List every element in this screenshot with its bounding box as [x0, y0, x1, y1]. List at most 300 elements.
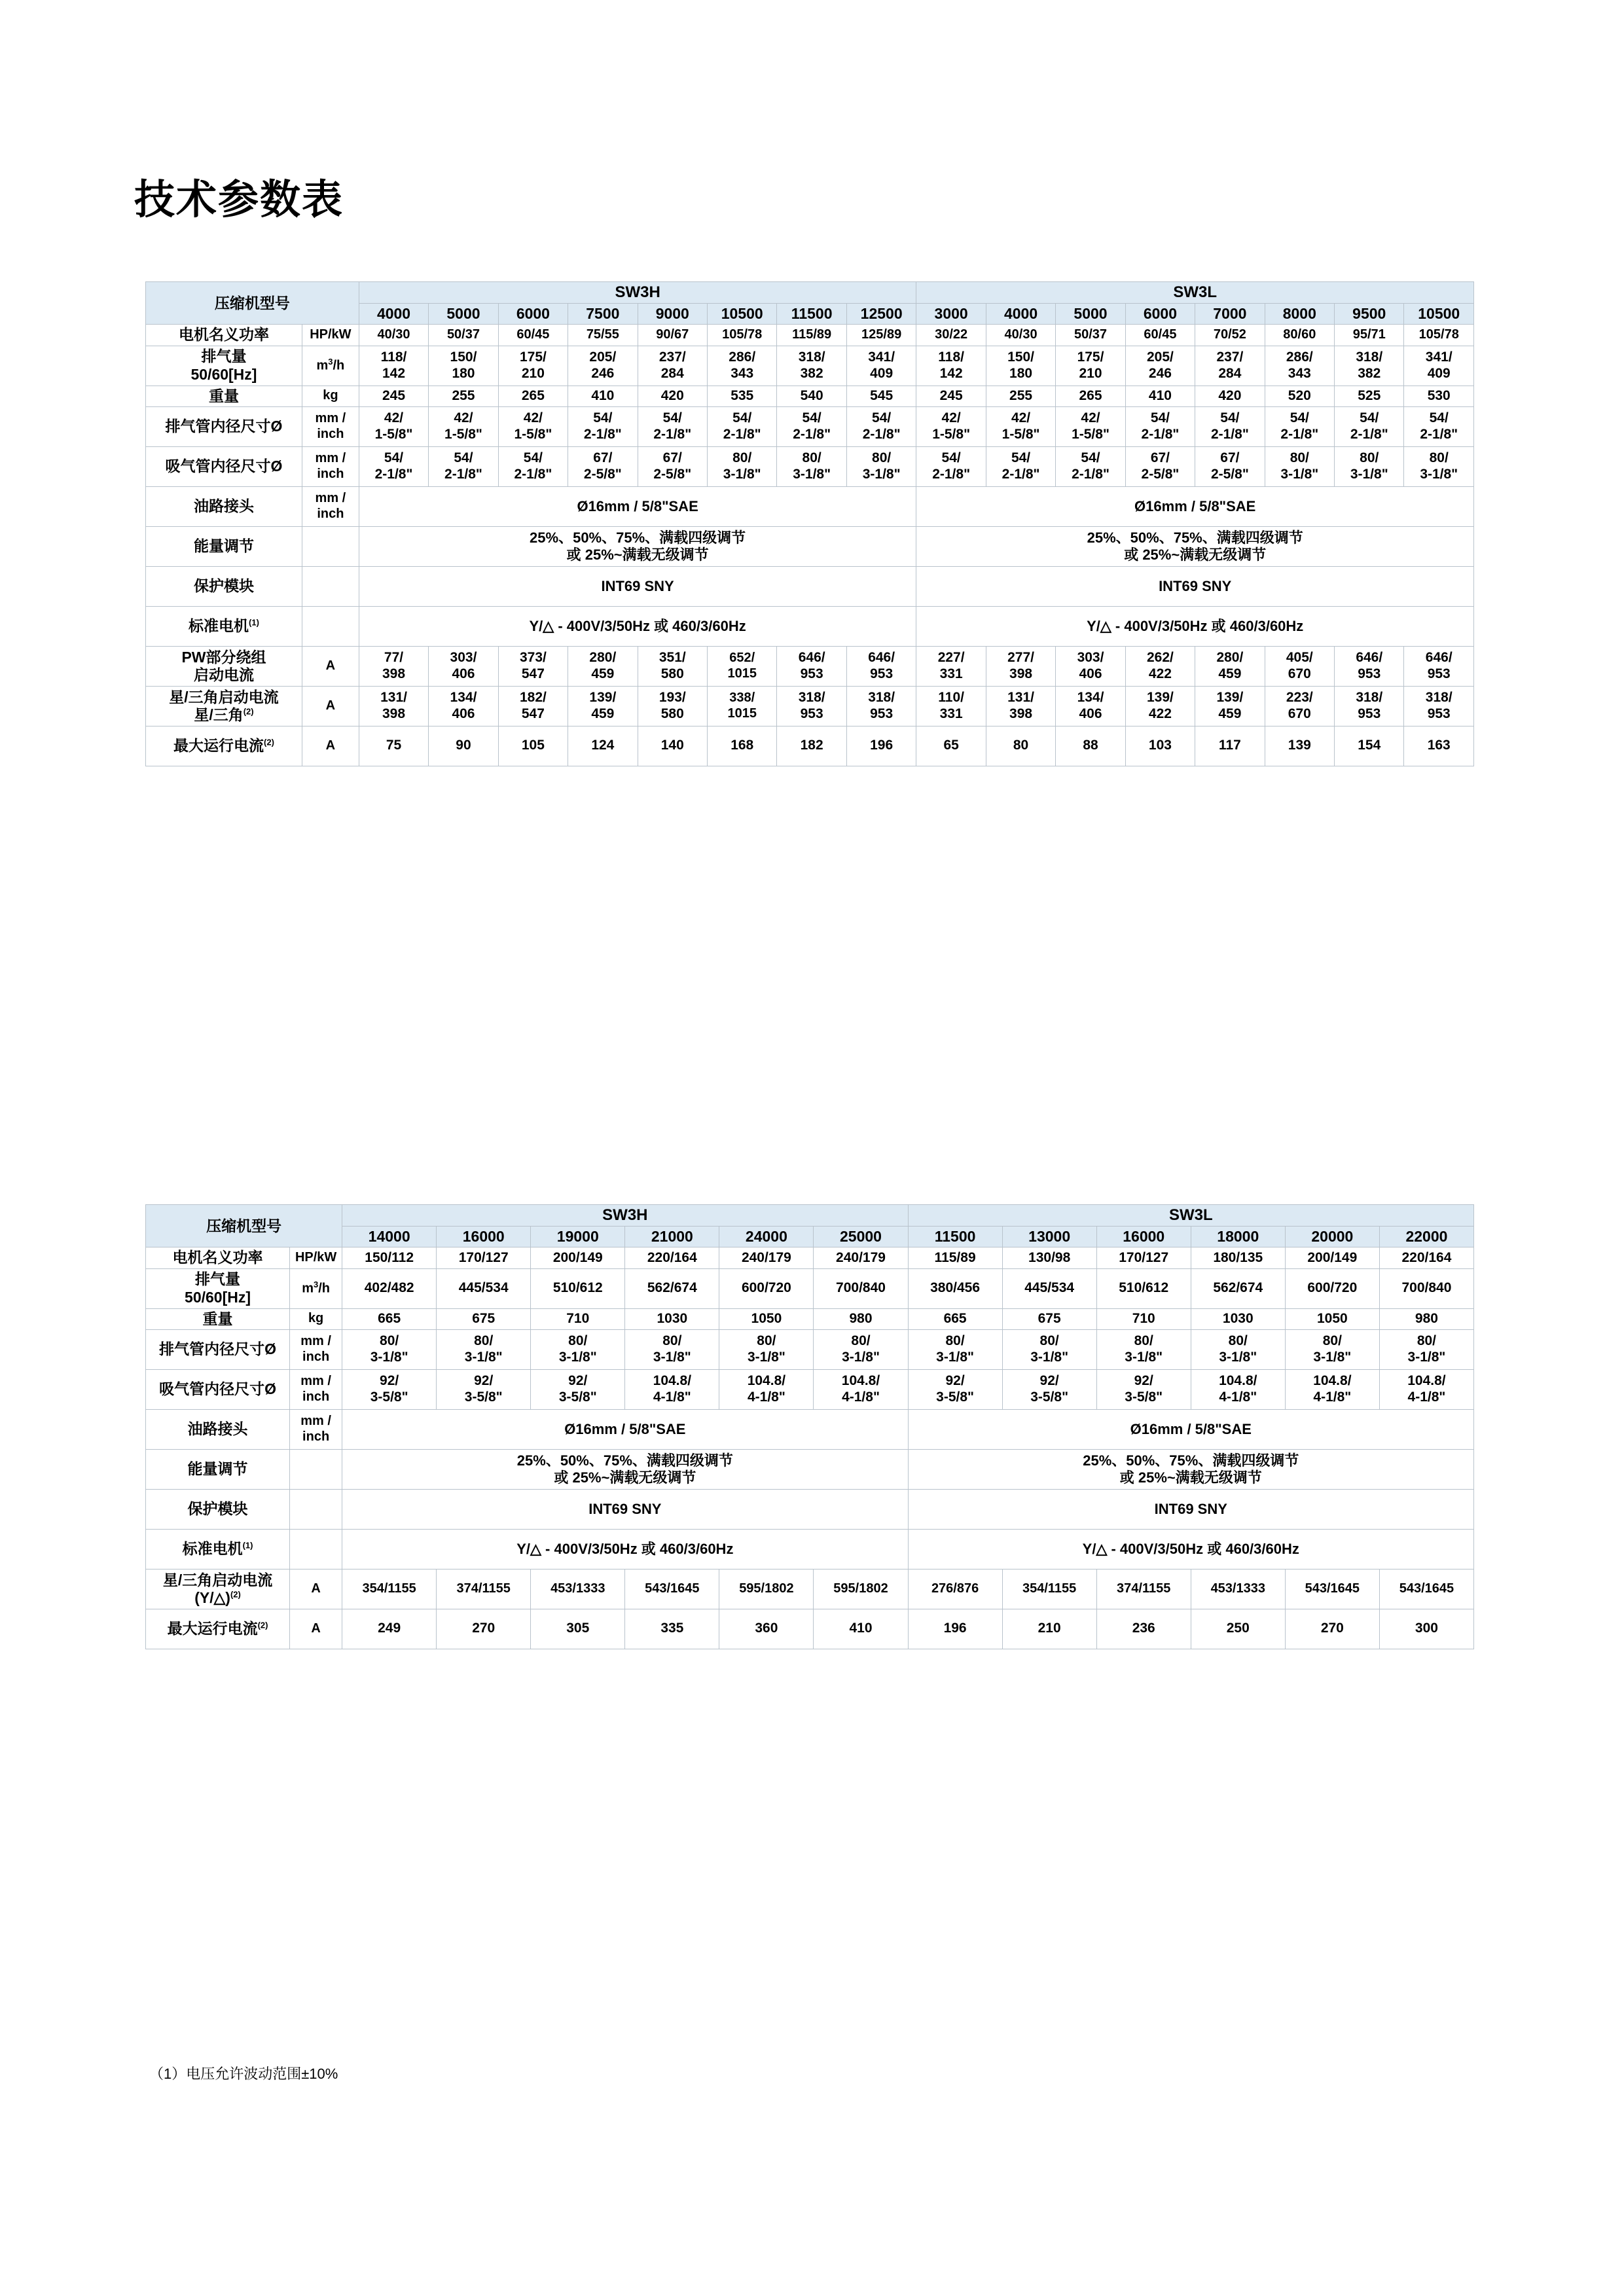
model-cell: 11500	[908, 1227, 1002, 1247]
row-label-max-run-current: 最大运行电流$^{(2)}$	[146, 1609, 290, 1649]
value-cell: 54/ 2-1/8"	[1265, 406, 1334, 446]
unit-mm-inch: mm / inch	[302, 406, 359, 446]
value-cell: 54/ 2-1/8"	[846, 406, 916, 446]
value-cell: 665	[908, 1308, 1002, 1329]
unit-empty	[290, 1449, 342, 1489]
value-cell: 193/ 580	[638, 686, 707, 726]
value-cell: 42/ 1-5/8"	[916, 406, 986, 446]
model-cell: 7000	[1195, 304, 1265, 325]
value-cell: 30/22	[916, 325, 986, 346]
value-cell: 80/ 3-1/8"	[1265, 446, 1334, 486]
value-cell: 90/67	[638, 325, 707, 346]
value-cell: 88	[1056, 726, 1125, 766]
model-cell: 9500	[1335, 304, 1404, 325]
unit-hp-kw: HP/kW	[302, 325, 359, 346]
value-cell: 545	[846, 386, 916, 406]
value-cell: 80/ 3-1/8"	[1002, 1329, 1096, 1369]
value-cell: 445/534	[1002, 1268, 1096, 1308]
value-cell: 168	[708, 726, 777, 766]
value-cell: 104.8/ 4-1/8"	[1285, 1369, 1379, 1409]
value-cell: 318/ 382	[1335, 346, 1404, 386]
value-cell: 305	[531, 1609, 625, 1649]
brand-header-sw3h: SW3H	[342, 1205, 908, 1227]
row-displacement	[146, 346, 1474, 386]
brand-header-sw3l: SW3L	[916, 282, 1474, 304]
value-cell: 104.8/ 4-1/8"	[625, 1369, 719, 1409]
row-capacity-control	[146, 1449, 1474, 1489]
row-suction-pipe	[146, 1369, 1474, 1409]
value-cell: 54/ 2-1/8"	[708, 406, 777, 446]
value-cell: 543/1645	[625, 1569, 719, 1609]
model-cell: 19000	[531, 1227, 625, 1247]
value-cell: 80/ 3-1/8"	[1191, 1329, 1285, 1369]
capacity-value-sw3h: 25%、50%、75%、满载四级调节 或 25%~满载无级调节	[342, 1449, 908, 1489]
value-cell: 335	[625, 1609, 719, 1649]
value-cell: 131/ 398	[986, 686, 1055, 726]
value-cell: 54/ 2-1/8"	[1404, 406, 1474, 446]
value-cell: 67/ 2-5/8"	[1125, 446, 1195, 486]
value-cell: 354/1155	[1002, 1569, 1096, 1609]
capacity-value-sw3l: 25%、50%、75%、满载四级调节 或 25%~满载无级调节	[916, 526, 1474, 566]
unit-empty	[290, 1489, 342, 1529]
value-cell: 255	[986, 386, 1055, 406]
row-label-capacity-control: 能量调节	[146, 1449, 290, 1489]
row-label-displacement: 排气量 50/60[Hz]	[146, 1268, 290, 1308]
unit-mm-inch: mm / inch	[290, 1329, 342, 1369]
value-cell: 646/ 953	[777, 646, 846, 686]
value-cell: 318/ 953	[846, 686, 916, 726]
value-cell: 595/1802	[719, 1569, 814, 1609]
model-cell: 4000	[986, 304, 1055, 325]
value-cell: 180/135	[1191, 1247, 1285, 1268]
model-cell: 14000	[342, 1227, 437, 1247]
row-oil-connection	[146, 486, 1474, 526]
model-cell: 20000	[1285, 1227, 1379, 1247]
spec-table-2-container	[145, 1204, 1474, 1649]
model-cell: 16000	[1096, 1227, 1191, 1247]
value-cell: 303/ 406	[429, 646, 498, 686]
row-label-displacement: 排气量 50/60[Hz]	[146, 346, 302, 386]
value-cell: 104.8/ 4-1/8"	[1191, 1369, 1285, 1409]
value-cell: 374/1155	[437, 1569, 531, 1609]
row-label-oil-connection: 油路接头	[146, 486, 302, 526]
value-cell: 453/1333	[531, 1569, 625, 1609]
row-star-delta-current	[146, 1569, 1474, 1609]
value-cell: 318/ 953	[777, 686, 846, 726]
value-cell: 318/ 953	[1335, 686, 1404, 726]
value-cell: 1050	[1285, 1308, 1379, 1329]
value-cell: 540	[777, 386, 846, 406]
value-cell: 196	[846, 726, 916, 766]
row-weight	[146, 386, 1474, 406]
value-cell: 453/1333	[1191, 1569, 1285, 1609]
value-cell: 50/37	[429, 325, 498, 346]
unit-mm-inch: mm / inch	[290, 1409, 342, 1449]
value-cell: 77/ 398	[359, 646, 428, 686]
model-cell: 13000	[1002, 1227, 1096, 1247]
value-cell: 354/1155	[342, 1569, 437, 1609]
value-cell: 150/ 180	[429, 346, 498, 386]
table-header-band	[146, 282, 1474, 304]
value-cell: 600/720	[719, 1268, 814, 1308]
value-cell: 595/1802	[814, 1569, 908, 1609]
value-cell: 80/ 3-1/8"	[342, 1329, 437, 1369]
value-cell: 700/840	[814, 1268, 908, 1308]
value-cell: 675	[437, 1308, 531, 1329]
value-cell: 205/ 246	[568, 346, 638, 386]
model-cell: 11500	[777, 304, 846, 325]
value-cell: 92/ 3-5/8"	[1096, 1369, 1191, 1409]
model-cell: 10500	[708, 304, 777, 325]
row-suction-pipe	[146, 446, 1474, 486]
row-discharge-pipe	[146, 406, 1474, 446]
value-cell: 1030	[625, 1308, 719, 1329]
model-cell: 10500	[1404, 304, 1474, 325]
value-cell: 250	[1191, 1609, 1285, 1649]
value-cell: 54/ 2-1/8"	[359, 446, 428, 486]
value-cell: 265	[1056, 386, 1125, 406]
value-cell: 276/876	[908, 1569, 1002, 1609]
value-cell: 139/ 422	[1125, 686, 1195, 726]
row-label-protection-module: 保护模块	[146, 1489, 290, 1529]
value-cell: 200/149	[1285, 1247, 1379, 1268]
value-cell: 646/ 953	[846, 646, 916, 686]
value-cell: 80/ 3-1/8"	[708, 446, 777, 486]
unit-amp: A	[302, 686, 359, 726]
model-cell: 9000	[638, 304, 707, 325]
model-cell: 18000	[1191, 1227, 1285, 1247]
value-cell: 139	[1265, 726, 1334, 766]
footnote: （1）电压允许波动范围±10%	[149, 2066, 338, 2082]
spec-table-1	[145, 281, 1474, 766]
value-cell: 652/ 1015	[708, 646, 777, 686]
value-cell: 90	[429, 726, 498, 766]
value-cell: 104.8/ 4-1/8"	[814, 1369, 908, 1409]
brand-header-sw3h: SW3H	[359, 282, 916, 304]
value-cell: 520	[1265, 386, 1334, 406]
value-cell: 92/ 3-5/8"	[1002, 1369, 1096, 1409]
value-cell: 42/ 1-5/8"	[986, 406, 1055, 446]
capacity-value-sw3l: 25%、50%、75%、满载四级调节 或 25%~满载无级调节	[908, 1449, 1473, 1489]
row-pw-start-current	[146, 646, 1474, 686]
value-cell: 92/ 3-5/8"	[342, 1369, 437, 1409]
model-cell: 22000	[1379, 1227, 1473, 1247]
value-cell: 182	[777, 726, 846, 766]
value-cell: 280/ 459	[568, 646, 638, 686]
value-cell: 237/ 284	[1195, 346, 1265, 386]
value-cell: 54/ 2-1/8"	[1335, 406, 1404, 446]
value-cell: 80/ 3-1/8"	[1335, 446, 1404, 486]
unit-empty	[302, 526, 359, 566]
value-cell: 220/164	[625, 1247, 719, 1268]
value-cell: 245	[359, 386, 428, 406]
value-cell: 710	[1096, 1308, 1191, 1329]
value-cell: 115/89	[908, 1247, 1002, 1268]
value-cell: 300	[1379, 1609, 1473, 1649]
value-cell: 170/127	[437, 1247, 531, 1268]
value-cell: 130/98	[1002, 1247, 1096, 1268]
value-cell: 54/ 2-1/8"	[1125, 406, 1195, 446]
value-cell: 410	[568, 386, 638, 406]
value-cell: 240/179	[814, 1247, 908, 1268]
model-header-label: 压缩机型号	[146, 1205, 342, 1247]
value-cell: 80/ 3-1/8"	[846, 446, 916, 486]
value-cell: 118/ 142	[359, 346, 428, 386]
model-cell: 6000	[498, 304, 568, 325]
unit-empty	[302, 606, 359, 646]
motor-value-sw3l: Y/△ - 400V/3/50Hz 或 460/3/60Hz	[908, 1529, 1473, 1569]
value-cell: 54/ 2-1/8"	[777, 406, 846, 446]
value-cell: 286/ 343	[708, 346, 777, 386]
value-cell: 80/ 3-1/8"	[437, 1329, 531, 1369]
oil-value-sw3h: Ø16mm / 5/8"SAE	[359, 486, 916, 526]
row-standard-motor	[146, 606, 1474, 646]
value-cell: 60/45	[1125, 325, 1195, 346]
row-label-star-delta-current: 星/三角启动电流 (Y/△)$^{(2)}$	[146, 1569, 290, 1609]
row-label-standard-motor: 标准电机$^{(1)}$	[146, 1529, 290, 1569]
model-cell: 21000	[625, 1227, 719, 1247]
value-cell: 318/ 953	[1404, 686, 1474, 726]
row-max-run-current	[146, 726, 1474, 766]
value-cell: 139/ 459	[568, 686, 638, 726]
row-weight	[146, 1308, 1474, 1329]
value-cell: 600/720	[1285, 1268, 1379, 1308]
model-cell: 24000	[719, 1227, 814, 1247]
value-cell: 175/ 210	[1056, 346, 1125, 386]
value-cell: 139/ 459	[1195, 686, 1265, 726]
value-cell: 237/ 284	[638, 346, 707, 386]
value-cell: 104.8/ 4-1/8"	[719, 1369, 814, 1409]
value-cell: 80/ 3-1/8"	[1096, 1329, 1191, 1369]
row-label-power: 电机名义功率	[146, 325, 302, 346]
model-cell: 6000	[1125, 304, 1195, 325]
row-label-oil-connection: 油路接头	[146, 1409, 290, 1449]
value-cell: 124	[568, 726, 638, 766]
unit-m3h: $m^3/h$	[302, 346, 359, 386]
oil-value-sw3h: Ø16mm / 5/8"SAE	[342, 1409, 908, 1449]
value-cell: 42/ 1-5/8"	[1056, 406, 1125, 446]
value-cell: 236	[1096, 1609, 1191, 1649]
value-cell: 50/37	[1056, 325, 1125, 346]
value-cell: 54/ 2-1/8"	[638, 406, 707, 446]
motor-value-sw3l: Y/△ - 400V/3/50Hz 或 460/3/60Hz	[916, 606, 1474, 646]
value-cell: 980	[814, 1308, 908, 1329]
value-cell: 42/ 1-5/8"	[429, 406, 498, 446]
row-label-capacity-control: 能量调节	[146, 526, 302, 566]
value-cell: 410	[1125, 386, 1195, 406]
row-protection-module	[146, 566, 1474, 606]
value-cell: 140	[638, 726, 707, 766]
oil-value-sw3l: Ø16mm / 5/8"SAE	[908, 1409, 1473, 1449]
value-cell: 374/1155	[1096, 1569, 1191, 1609]
row-label-discharge-pipe: 排气管内径尺寸Ø	[146, 406, 302, 446]
value-cell: 220/164	[1379, 1247, 1473, 1268]
value-cell: 562/674	[625, 1268, 719, 1308]
value-cell: 154	[1335, 726, 1404, 766]
value-cell: 227/ 331	[916, 646, 986, 686]
value-cell: 54/ 2-1/8"	[498, 446, 568, 486]
value-cell: 80/ 3-1/8"	[908, 1329, 1002, 1369]
value-cell: 240/179	[719, 1247, 814, 1268]
value-cell: 54/ 2-1/8"	[568, 406, 638, 446]
value-cell: 40/30	[359, 325, 428, 346]
value-cell: 265	[498, 386, 568, 406]
value-cell: 80/ 3-1/8"	[1404, 446, 1474, 486]
value-cell: 118/ 142	[916, 346, 986, 386]
value-cell: 1050	[719, 1308, 814, 1329]
value-cell: 67/ 2-5/8"	[638, 446, 707, 486]
value-cell: 402/482	[342, 1268, 437, 1308]
value-cell: 80/ 3-1/8"	[531, 1329, 625, 1369]
value-cell: 562/674	[1191, 1268, 1285, 1308]
value-cell: 535	[708, 386, 777, 406]
table-header-band	[146, 1205, 1474, 1227]
unit-hp-kw: HP/kW	[290, 1247, 342, 1268]
protection-value-sw3h: INT69 SNY	[359, 566, 916, 606]
value-cell: 262/ 422	[1125, 646, 1195, 686]
value-cell: 341/ 409	[846, 346, 916, 386]
page-title: 技术参数表	[134, 177, 344, 223]
model-cell: 5000	[1056, 304, 1125, 325]
value-cell: 543/1645	[1379, 1569, 1473, 1609]
value-cell: 420	[638, 386, 707, 406]
value-cell: 40/30	[986, 325, 1055, 346]
row-capacity-control	[146, 526, 1474, 566]
value-cell: 150/112	[342, 1247, 437, 1268]
value-cell: 105/78	[1404, 325, 1474, 346]
value-cell: 510/612	[1096, 1268, 1191, 1308]
model-cell: 3000	[916, 304, 986, 325]
row-label-weight: 重量	[146, 1308, 290, 1329]
value-cell: 80/ 3-1/8"	[777, 446, 846, 486]
value-cell: 75/55	[568, 325, 638, 346]
value-cell: 42/ 1-5/8"	[498, 406, 568, 446]
unit-mm-inch: mm / inch	[290, 1369, 342, 1409]
model-cell: 25000	[814, 1227, 908, 1247]
value-cell: 980	[1379, 1308, 1473, 1329]
motor-value-sw3h: Y/△ - 400V/3/50Hz 或 460/3/60Hz	[342, 1529, 908, 1569]
row-label-pw-start-current: PW部分绕组 启动电流	[146, 646, 302, 686]
value-cell: 710	[531, 1308, 625, 1329]
value-cell: 105/78	[708, 325, 777, 346]
value-cell: 60/45	[498, 325, 568, 346]
row-label-suction-pipe: 吸气管内径尺寸Ø	[146, 446, 302, 486]
row-power	[146, 1247, 1474, 1268]
value-cell: 249	[342, 1609, 437, 1649]
value-cell: 530	[1404, 386, 1474, 406]
unit-amp: A	[302, 646, 359, 686]
row-protection-module	[146, 1489, 1474, 1529]
value-cell: 80/ 3-1/8"	[1379, 1329, 1473, 1369]
row-max-run-current	[146, 1609, 1474, 1649]
value-cell: 95/71	[1335, 325, 1404, 346]
value-cell: 67/ 2-5/8"	[1195, 446, 1265, 486]
value-cell: 117	[1195, 726, 1265, 766]
value-cell: 223/ 670	[1265, 686, 1334, 726]
value-cell: 80/ 3-1/8"	[1285, 1329, 1379, 1369]
value-cell: 510/612	[531, 1268, 625, 1308]
spec-table-2	[145, 1204, 1474, 1649]
oil-value-sw3l: Ø16mm / 5/8"SAE	[916, 486, 1474, 526]
value-cell: 150/ 180	[986, 346, 1055, 386]
value-cell: 420	[1195, 386, 1265, 406]
row-star-delta-current	[146, 686, 1474, 726]
row-displacement	[146, 1268, 1474, 1308]
value-cell: 125/89	[846, 325, 916, 346]
spec-table-1-container	[145, 281, 1474, 766]
model-cell: 8000	[1265, 304, 1334, 325]
unit-amp: A	[290, 1569, 342, 1609]
row-label-star-delta-current: 星/三角启动电流 星/三角$^{(2)}$	[146, 686, 302, 726]
value-cell: 351/ 580	[638, 646, 707, 686]
value-cell: 103	[1125, 726, 1195, 766]
value-cell: 405/ 670	[1265, 646, 1334, 686]
value-cell: 80/ 3-1/8"	[625, 1329, 719, 1369]
value-cell: 67/ 2-5/8"	[568, 446, 638, 486]
protection-value-sw3l: INT69 SNY	[916, 566, 1474, 606]
unit-m3h: $m^3/h$	[290, 1268, 342, 1308]
value-cell: 115/89	[777, 325, 846, 346]
value-cell: 54/ 2-1/8"	[986, 446, 1055, 486]
value-cell: 75	[359, 726, 428, 766]
value-cell: 675	[1002, 1308, 1096, 1329]
value-cell: 646/ 953	[1404, 646, 1474, 686]
capacity-value-sw3h: 25%、50%、75%、满载四级调节 或 25%~满载无级调节	[359, 526, 916, 566]
value-cell: 163	[1404, 726, 1474, 766]
value-cell: 380/456	[908, 1268, 1002, 1308]
value-cell: 196	[908, 1609, 1002, 1649]
row-label-power: 电机名义功率	[146, 1247, 290, 1268]
value-cell: 200/149	[531, 1247, 625, 1268]
value-cell: 131/ 398	[359, 686, 428, 726]
value-cell: 175/ 210	[498, 346, 568, 386]
value-cell: 54/ 2-1/8"	[429, 446, 498, 486]
value-cell: 445/534	[437, 1268, 531, 1308]
unit-amp: A	[302, 726, 359, 766]
value-cell: 245	[916, 386, 986, 406]
unit-mm-inch: mm / inch	[302, 446, 359, 486]
value-cell: 525	[1335, 386, 1404, 406]
row-standard-motor	[146, 1529, 1474, 1569]
value-cell: 277/ 398	[986, 646, 1055, 686]
protection-value-sw3l: INT69 SNY	[908, 1489, 1473, 1529]
value-cell: 410	[814, 1609, 908, 1649]
value-cell: 104.8/ 4-1/8"	[1379, 1369, 1473, 1409]
value-cell: 665	[342, 1308, 437, 1329]
row-label-suction-pipe: 吸气管内径尺寸Ø	[146, 1369, 290, 1409]
value-cell: 42/ 1-5/8"	[359, 406, 428, 446]
motor-value-sw3h: Y/△ - 400V/3/50Hz 或 460/3/60Hz	[359, 606, 916, 646]
value-cell: 270	[1285, 1609, 1379, 1649]
value-cell: 286/ 343	[1265, 346, 1334, 386]
unit-kg: kg	[290, 1308, 342, 1329]
row-label-max-run-current: 最大运行电流$^{(2)}$	[146, 726, 302, 766]
value-cell: 65	[916, 726, 986, 766]
unit-empty	[302, 566, 359, 606]
value-cell: 92/ 3-5/8"	[437, 1369, 531, 1409]
value-cell: 70/52	[1195, 325, 1265, 346]
value-cell: 54/ 2-1/8"	[916, 446, 986, 486]
value-cell: 134/ 406	[429, 686, 498, 726]
brand-header-sw3l: SW3L	[908, 1205, 1473, 1227]
table-header-models	[146, 1227, 1474, 1247]
model-cell: 5000	[429, 304, 498, 325]
unit-empty	[290, 1529, 342, 1569]
value-cell: 646/ 953	[1335, 646, 1404, 686]
value-cell: 255	[429, 386, 498, 406]
row-label-protection-module: 保护模块	[146, 566, 302, 606]
row-oil-connection	[146, 1409, 1474, 1449]
